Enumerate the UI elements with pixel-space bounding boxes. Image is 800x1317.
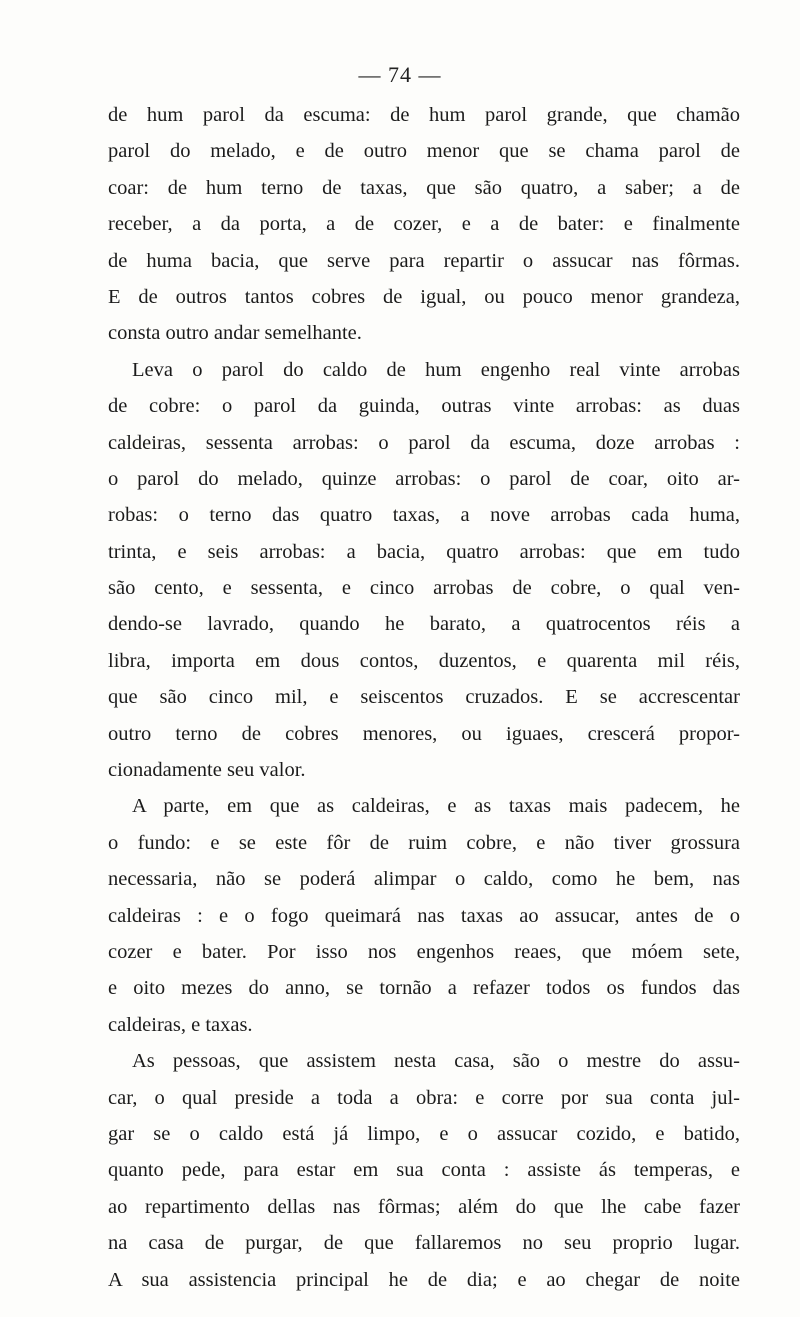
text-line: car, o qual preside a toda a obra: e corre por sua conta jul- [108, 1086, 740, 1109]
text-line: trinta, e seis arrobas: a bacia, quatro arrobas: que em tudo [108, 540, 740, 563]
text-line: o fundo: e se este fôr de ruim cobre, e não tiver grossura [108, 831, 740, 854]
text-line: que são cinco mil, e seiscentos cruzados. E se accrescentar [108, 686, 740, 709]
text-line: A parte, em que as caldeiras, e as taxas mais padecem, he [132, 795, 740, 818]
text-line: e oito mezes do anno, se tornão a refazer todos os fundos das [108, 977, 740, 1000]
text-line: parol do melado, e de outro menor que se chama parol de [108, 140, 740, 163]
text-line: A sua assistencia principal he de dia; e ao chegar de noite [108, 1268, 740, 1291]
text-line: caldeiras : e o fogo queimará nas taxas ao assucar, antes de o [108, 904, 740, 927]
text-line: coar: de hum terno de taxas, que são quatro, a saber; a de [108, 176, 740, 199]
text-line: As pessoas, que assistem nesta casa, são o mestre do assu- [132, 1050, 740, 1073]
text-line: necessaria, não se poderá alimpar o caldo, como he bem, nas [108, 868, 740, 891]
body-text [108, 97, 740, 1298]
text-line: de huma bacia, que serve para repartir o assucar nas fôrmas. [108, 249, 740, 272]
text-line: cionadamente seu valor. [108, 759, 306, 782]
text-line: Leva o parol do caldo de hum engenho real vinte arrobas [132, 358, 740, 381]
text-line: gar se o caldo está já limpo, e o assucar cozido, e batido, [108, 1122, 740, 1145]
text-line: libra, importa em dous contos, duzentos, e quarenta mil réis, [108, 649, 740, 672]
text-line: outro terno de cobres menores, ou iguaes, crescerá propor- [108, 722, 740, 745]
text-line: caldeiras, e taxas. [108, 1013, 253, 1036]
text-line: caldeiras, sessenta arrobas: o parol da escuma, doze arrobas : [108, 431, 740, 454]
text-line: quanto pede, para estar em sua conta : assiste ás temperas, e [108, 1159, 740, 1182]
text-line: o parol do melado, quinze arrobas: o parol de coar, oito ar- [108, 467, 740, 490]
text-line: de cobre: o parol da guinda, outras vinte arrobas: as duas [108, 395, 740, 418]
text-line: cozer e bater. Por isso nos engenhos reaes, que móem sete, [108, 940, 740, 963]
text-line: ao repartimento dellas nas fôrmas; além do que lhe cabe fazer [108, 1195, 740, 1218]
text-line: dendo-se lavrado, quando he barato, a quatrocentos réis a [108, 613, 740, 636]
text-line: receber, a da porta, a de cozer, e a de bater: e finalmente [108, 213, 740, 236]
text-line: são cento, e sessenta, e cinco arrobas de cobre, o qual ven- [108, 577, 740, 600]
text-line: consta outro andar semelhante. [108, 322, 362, 345]
text-line: robas: o terno das quatro taxas, a nove arrobas cada huma, [108, 504, 740, 527]
text-line: de hum parol da escuma: de hum parol grande, que chamão [108, 104, 740, 126]
text-line: E de outros tantos cobres de igual, ou pouco menor grandeza, [108, 285, 740, 308]
page-number: — 74 — [358, 62, 442, 87]
text-line: na casa de purgar, de que fallaremos no seu proprio lugar. [108, 1232, 740, 1255]
